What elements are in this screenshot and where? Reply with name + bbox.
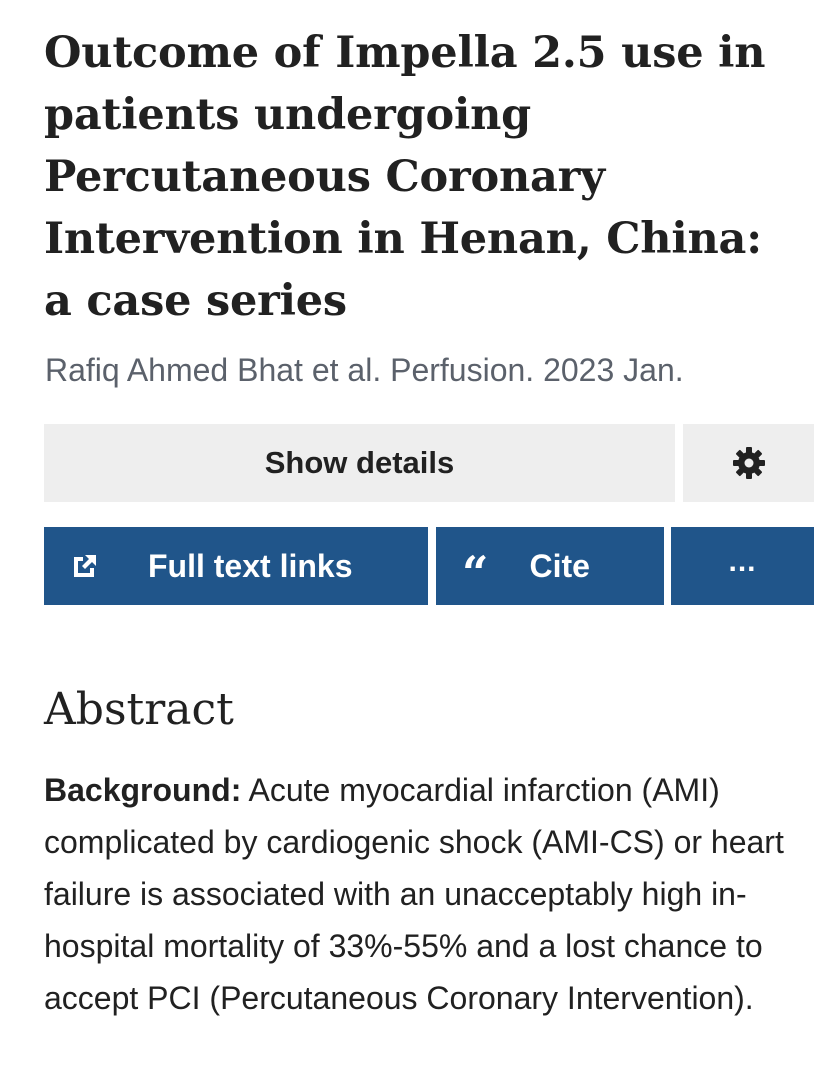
article-title: Outcome of Impella 2.5 use in patients undergoing Percutaneous Coronary Intervention in Henan, China: a case series [44, 28, 766, 326]
more-actions-label: ... [728, 545, 757, 578]
full-text-links-label: Full text links [148, 547, 353, 584]
external-link-icon [70, 551, 100, 581]
show-details-button[interactable] [44, 424, 675, 502]
gear-icon [732, 446, 766, 480]
abstract-heading: Abstract [44, 684, 234, 735]
show-details-label: Show details [264, 445, 455, 480]
abstract-section-label: Background: [44, 772, 242, 808]
quote-icon: “ [462, 546, 486, 600]
full-text-links-button[interactable] [44, 527, 428, 605]
abstract-background-paragraph [44, 764, 814, 1024]
more-actions-button[interactable] [671, 527, 814, 605]
article-citation[interactable]: Rafiq Ahmed Bhat et al. Perfusion. 2023 Jan. [45, 352, 684, 388]
display-settings-button[interactable] [683, 424, 814, 502]
cite-button[interactable] [436, 527, 664, 605]
cite-label: Cite [529, 547, 590, 584]
abstract-section-text: Acute myocardial infarction (AMI) complicated by cardiogenic shock (AMI-CS) or heart failure is associated with an unacceptably high in-hospital mortality of 33%-55% and a lost chance to accept PCI (Percutaneous Coronary Intervention). [44, 772, 784, 1016]
